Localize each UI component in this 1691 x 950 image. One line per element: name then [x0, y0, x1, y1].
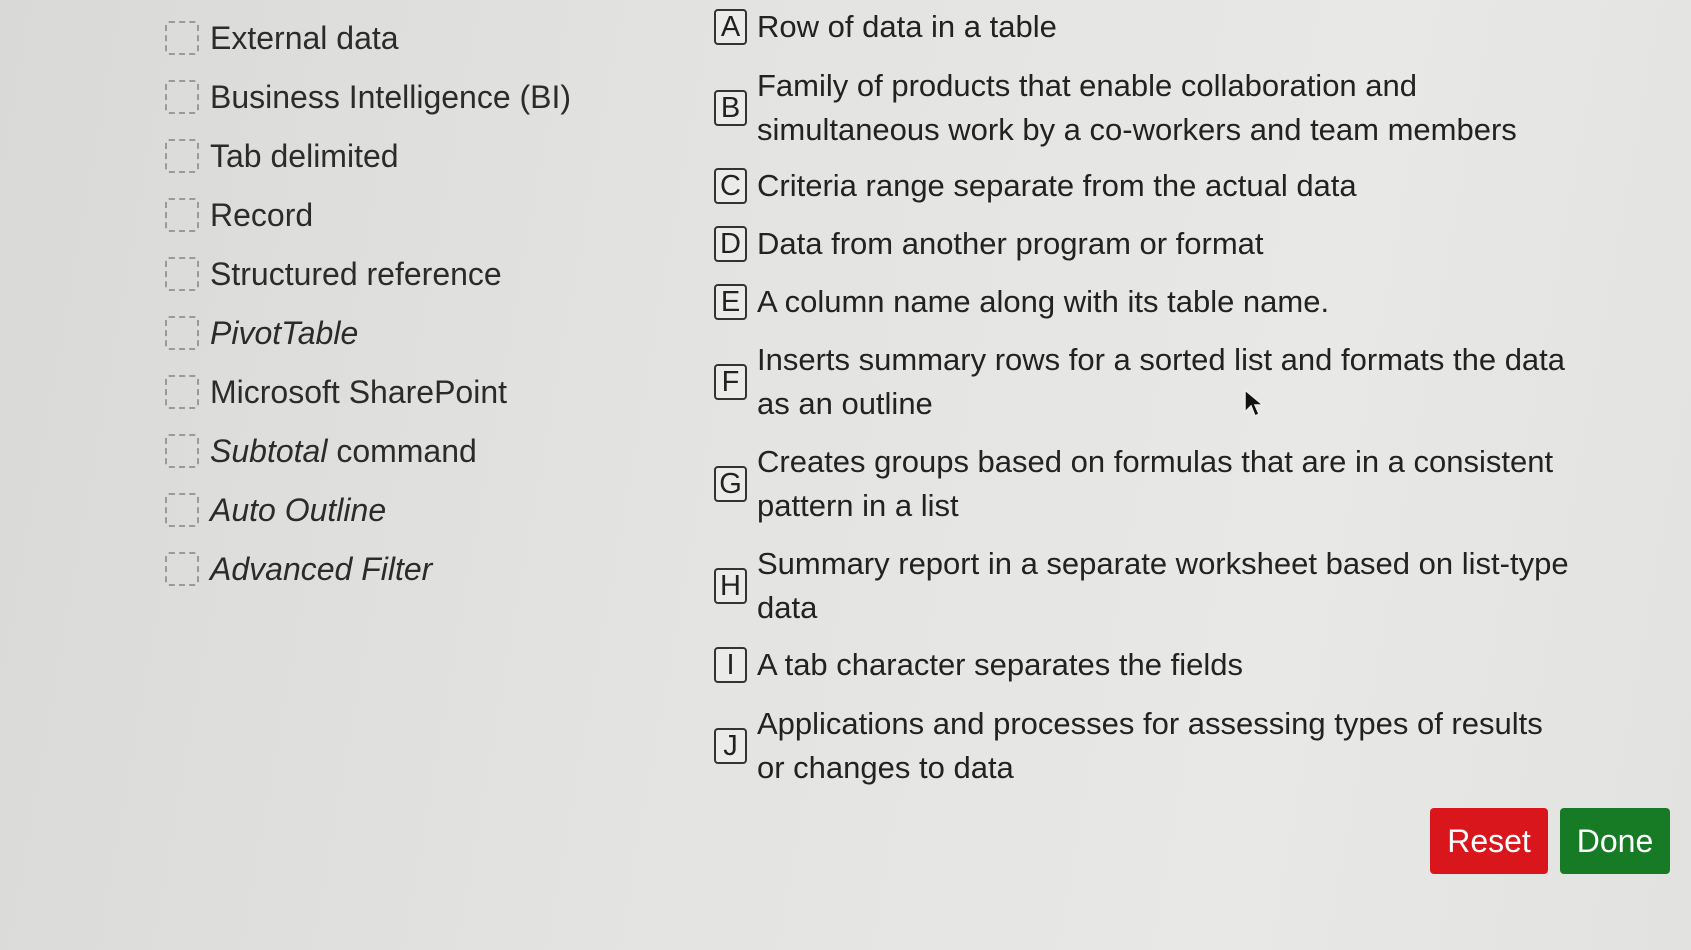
definition-item[interactable] — [714, 702, 1577, 790]
term-item — [165, 185, 571, 244]
mouse-pointer-icon — [1243, 388, 1265, 420]
definition-text: Row of data in a table — [757, 9, 1057, 44]
definition-text: A tab character separates the fields — [757, 647, 1243, 682]
definition-letter-badge[interactable]: I — [714, 647, 747, 683]
term-item — [165, 244, 571, 303]
drop-target[interactable] — [165, 434, 199, 468]
term-item — [165, 362, 571, 421]
term-label: Business Intelligence (BI) — [210, 78, 572, 115]
drop-target[interactable] — [165, 493, 199, 527]
definition-item[interactable] — [714, 164, 1577, 208]
term-item — [165, 8, 571, 67]
drop-target[interactable] — [165, 80, 199, 114]
definition-item[interactable] — [714, 222, 1577, 266]
term-label: External data — [210, 19, 399, 56]
drop-target[interactable] — [165, 316, 199, 350]
term-label: Tab delimited — [210, 137, 399, 174]
term-label: Record — [210, 196, 314, 233]
definition-text: A column name along with its table name. — [757, 284, 1330, 319]
drop-target[interactable] — [165, 375, 199, 409]
drop-target[interactable] — [165, 552, 199, 586]
term-item — [165, 539, 571, 598]
drop-target[interactable] — [165, 21, 199, 55]
definition-item[interactable] — [714, 440, 1577, 528]
definition-text: Criteria range separate from the actual data — [757, 168, 1357, 203]
reset-button[interactable]: Reset — [1430, 808, 1548, 874]
definition-item[interactable] — [714, 280, 1577, 324]
definition-letter-badge[interactable]: C — [714, 168, 747, 204]
term-label: Microsoft SharePoint — [210, 373, 508, 410]
definition-letter-badge[interactable]: D — [714, 226, 747, 262]
definition-letter-badge[interactable]: H — [714, 568, 747, 604]
definition-text: Family of products that enable collaboration and simultaneous work by a co-workers and team members — [757, 68, 1517, 147]
definition-item[interactable] — [714, 5, 1577, 49]
definition-item[interactable] — [714, 338, 1577, 426]
definition-text: Inserts summary rows for a sorted list and formats the data as an outline — [757, 342, 1566, 421]
definition-item[interactable] — [714, 643, 1577, 687]
drop-target[interactable] — [165, 198, 199, 232]
definition-item[interactable] — [714, 542, 1577, 630]
term-label: Advanced Filter — [210, 550, 433, 587]
term-label: PivotTable — [210, 314, 359, 351]
term-label: Structured reference — [210, 255, 502, 292]
definition-text: Data from another program or format — [757, 226, 1264, 261]
definition-letter-badge[interactable]: J — [714, 728, 747, 764]
term-label-rest: command — [327, 432, 477, 469]
definition-letter-badge[interactable]: A — [714, 9, 747, 45]
term-item — [165, 421, 571, 480]
term-label — [210, 432, 477, 470]
definition-text: Creates groups based on formulas that are in a consistent pattern in a list — [757, 444, 1554, 523]
term-label: Auto Outline — [210, 491, 387, 528]
terms-list — [165, 8, 571, 598]
term-item — [165, 480, 571, 539]
drop-target[interactable] — [165, 257, 199, 291]
term-item — [165, 67, 571, 126]
term-item — [165, 303, 571, 362]
definition-letter-badge[interactable]: E — [714, 284, 747, 320]
done-button[interactable]: Done — [1560, 808, 1670, 874]
drop-target[interactable] — [165, 139, 199, 173]
term-label-italic: Subtotal — [210, 432, 328, 469]
definition-letter-badge[interactable]: G — [714, 466, 747, 502]
definition-text: Summary report in a separate worksheet based on list-type data — [757, 546, 1569, 625]
definition-text: Applications and processes for assessing types of results or changes to data — [757, 706, 1543, 785]
term-item — [165, 126, 571, 185]
definition-letter-badge[interactable]: F — [714, 364, 747, 400]
definition-item[interactable] — [714, 64, 1577, 152]
definition-letter-badge[interactable]: B — [714, 90, 747, 126]
